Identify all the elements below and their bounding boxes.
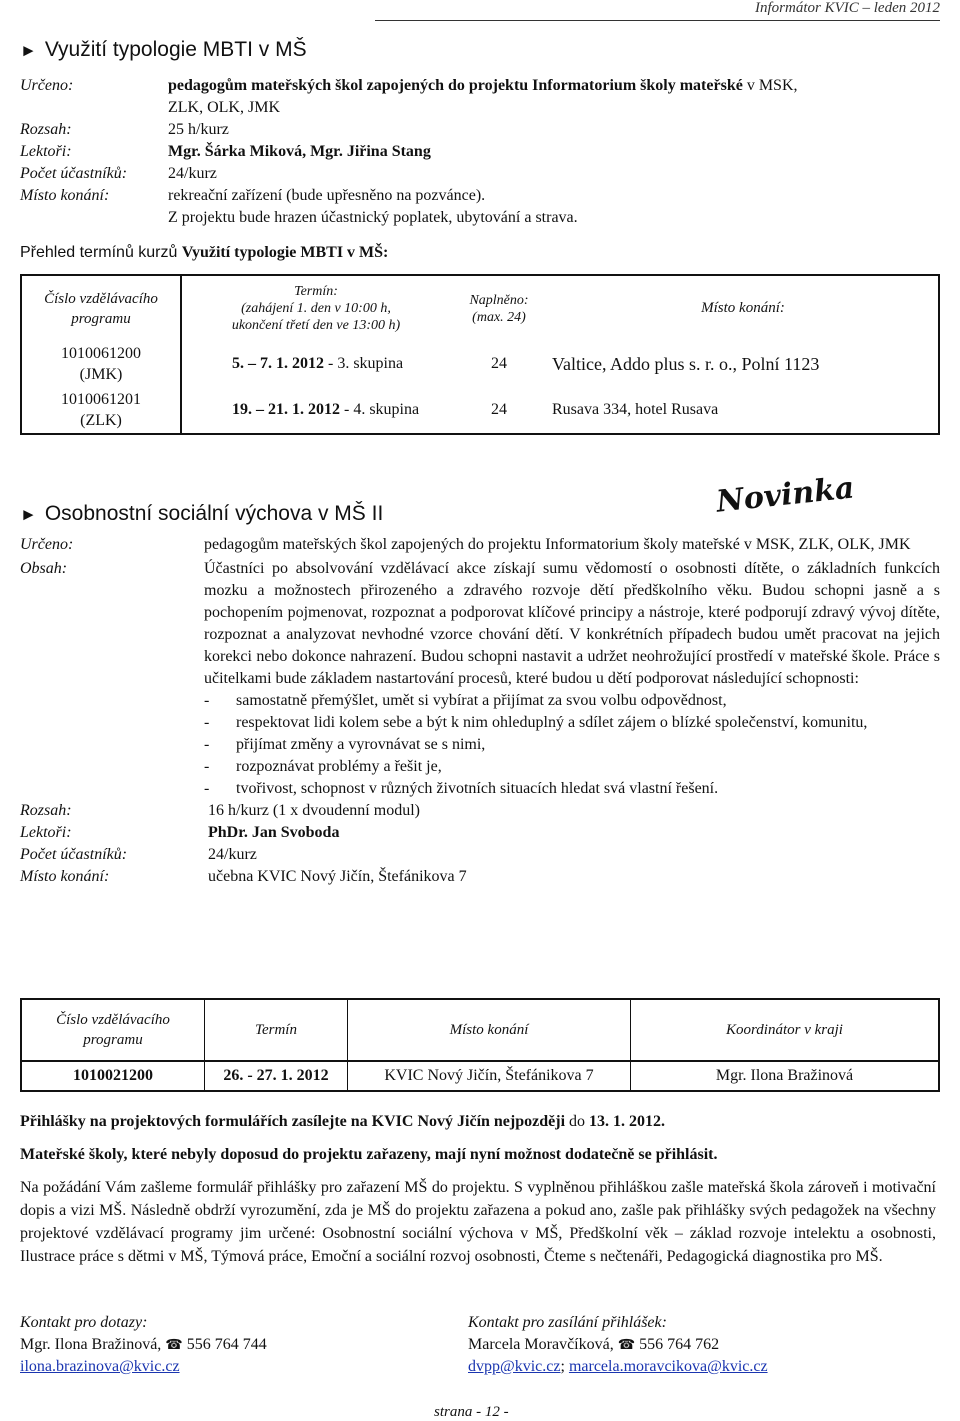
obsah-text: Účastníci po absolvování vzdělávací akce získají sumu vědomostí o osobnosti dítěte, o základních funkcích mozku a možnostech přirozeného a zdravého rozvoje dětí předškolního věku. Budou schopni jasně a s pochopením pojmenovat, rozpoznat a podporovat klíčové principy a nástroje, které podporují zdravý vývoj dítěte, rozpoznat a analyzovat nevhodné vzorce chování dětí. V konkrétních případech budou umět pracovat na jejich korekci nebo dokonce nahrazení. Budou schopni nastavit a udržet neohrožující prostředí v mateřské škole. Práce s učitelkami bude základem nastartování procesů, které budou u dětí podporovat následující schopnosti:	[204, 560, 940, 687]
note-deadline: Přihlášky na projektových formulářích zasílejte na KVIC Nový Jičín nejpozději do 13. 1. 2012.	[20, 1113, 666, 1130]
row1-misto: Valtice, Addo plus s. r. o., Polní 1123	[552, 353, 820, 374]
list-item: - rozpoznávat problémy a řešit je,	[204, 758, 442, 775]
misto-line2: Z projektu bude hrazen účastnický poplatek, ubytování a strava.	[168, 209, 578, 226]
contact-right-name: Marcela Moravčíková,	[468, 1336, 618, 1353]
svg-text:Novinka: Novinka	[714, 470, 856, 520]
rozsah2-label: Rozsah:	[20, 802, 72, 819]
th2-termin: Termín	[205, 999, 348, 1061]
th2-cislo: Číslo vzdělávacího programu	[21, 999, 205, 1061]
rozsah-label: Rozsah:	[20, 121, 72, 138]
row2-cislo: 1010061201 (ZLK)	[21, 387, 181, 434]
rozsah2-value: 16 h/kurz (1 x dvoudenní modul)	[208, 802, 420, 819]
rozsah-value: 25 h/kurz	[168, 121, 229, 138]
row1-naplneno: 24	[491, 355, 507, 372]
novinka-stamp	[712, 470, 856, 521]
row1-cislo: 1010061200 (JMK)	[21, 341, 181, 387]
contact-left-email[interactable]: ilona.brazinova@kvic.cz	[20, 1358, 180, 1375]
course2-title: Osobnostní sociální výchova v MŠ II	[44, 502, 384, 525]
contact-left-label: Kontakt pro dotazy:	[20, 1314, 148, 1331]
th-misto: Místo konání:	[701, 300, 785, 316]
urceno-label: Určeno:	[20, 77, 74, 94]
list-item: - samostatně přemýšlet, umět si vybírat a přijímat za svou volbu odpovědnost,	[204, 692, 727, 709]
th-cislo: Číslo vzdělávacího programu	[21, 275, 181, 341]
contact-applications: Kontakt pro zasílání přihlášek: Marcela Moravčíková, ☎ 556 764 762 dvpp@kvic.cz; marcela.moravcikova@kvic.cz	[468, 1314, 768, 1375]
bullet-list	[204, 690, 940, 800]
row-koord: Mgr. Ilona Bražinová	[715, 1067, 854, 1084]
course1-details	[20, 75, 940, 229]
misto-value: rekreační zařízení (bude upřesněno na pozvánce).	[168, 187, 486, 204]
misto2-value: učebna KVIC Nový Jičín, Štefánikova 7	[208, 868, 467, 885]
lektori-label: Lektoři:	[20, 143, 72, 160]
row2-misto: Rusava 334, hotel Rusava	[552, 401, 719, 418]
note-deadline-date: 13. 1. 2012.	[589, 1113, 666, 1130]
table-row	[21, 387, 939, 434]
urceno2-label: Určeno:	[20, 536, 74, 553]
course1-schedule-table	[20, 274, 940, 435]
lektori2-label: Lektoři:	[20, 824, 72, 841]
triangle-bullet-icon: ►	[20, 41, 37, 60]
contact-questions	[20, 1312, 267, 1378]
th2-misto: Místo konání	[348, 999, 631, 1061]
table-row	[21, 341, 939, 387]
note-procedure: Na požádání Vám zašleme formulář přihlášky pro zařazení MŠ do projektu. S vyplněnou přihláškou zašle mateřská škola zároveň i motivační dopis a vizi MŠ. Následně obdrží vyrozumění, zda je MŠ do projektu zařazena a pokud ano, zašle pak přihlášky svých pedagožek na všechny projektové vzdělávací programy jim určené: Osobnostní sociální výchova v MŠ, Předškolní věk – základ rozvoje intelektu a osobnosti, Ilustrace práce s dětmi v MŠ, Týmová práce, Emoční a sociální rozvoj osobnosti, Čteme s nečtenáři, Pedagogická diagnostika pro MŠ.	[20, 1179, 936, 1265]
contact-right-email1[interactable]: dvpp@kvic.cz	[468, 1358, 561, 1375]
obsah-label: Obsah:	[20, 560, 68, 577]
course2-schedule-table	[20, 998, 940, 1092]
triangle-bullet-icon: ►	[20, 505, 37, 524]
page-header: Informátor KVIC – leden 2012	[755, 0, 940, 16]
row-cislo: 1010021200	[21, 1061, 205, 1091]
lektori-value: Mgr. Šárka Miková, Mgr. Jiřina Stang	[168, 143, 431, 160]
overview-prefix: Přehled termínů kurzů	[20, 244, 182, 261]
page-number: strana - 12 -	[434, 1404, 509, 1420]
list-item: - přijímat změny a vyrovnávat se s nimi,	[204, 736, 486, 753]
row2-termin: 19. – 21. 1. 2012 - 4. skupina	[232, 401, 420, 418]
urceno2-value: pedagogům mateřských škol zapojených do projektu Informatorium školy mateřské v MSK, ZLK, OLK, JMK	[204, 536, 911, 553]
note-deadline-text: Přihlášky na projektových formulářích zasílejte na KVIC Nový Jičín nejpozději	[20, 1113, 566, 1130]
pocet-value: 24/kurz	[168, 165, 217, 182]
overview-heading	[20, 244, 388, 262]
course2-title-row	[20, 502, 383, 526]
phone-icon: ☎	[617, 1337, 636, 1353]
course1-title-row	[20, 38, 307, 62]
list-item: - tvořivost, schopnost v různých životních situacích hledat svá vlastní řešení.	[204, 780, 719, 797]
row-misto: KVIC Nový Jičín, Štefánikova 7	[348, 1061, 631, 1091]
urceno-tail: v MSK,	[742, 77, 798, 94]
urceno-value: pedagogům mateřských škol zapojených do projektu Informatorium školy mateřské	[168, 77, 743, 94]
header-rule	[375, 20, 940, 21]
row2-naplneno: 24	[491, 401, 507, 418]
th-termin: Termín: (zahájení 1. den v 10:00 h, ukončení třetí den ve 13:00 h)	[231, 284, 401, 333]
row-termin: 26. - 27. 1. 2012	[205, 1061, 348, 1091]
note-additional: Mateřské školy, které nebyly doposud do projektu zařazeny, mají nyní možnost dodatečně se přihlásit.	[20, 1146, 718, 1163]
table-row	[21, 1061, 939, 1091]
misto2-label: Místo konání:	[20, 868, 110, 885]
overview-bold: Využití typologie MBTI v MŠ:	[181, 244, 389, 261]
contact-right-phone: 556 764 762	[639, 1336, 720, 1353]
misto-label: Místo konání:	[20, 187, 110, 204]
contact-left-phone: 556 764 744	[186, 1336, 267, 1353]
pocet2-label: Počet účastníků:	[20, 846, 128, 863]
lektori2-value: PhDr. Jan Svoboda	[208, 824, 340, 841]
course1-title: Využití typologie MBTI v MŠ	[44, 38, 307, 61]
list-item: - respektovat lidi kolem sebe a být k nim ohleduplný a sdílet zájem o blízké společenství, komunitu,	[204, 714, 868, 731]
contact-right-label: Kontakt pro zasílání přihlášek:	[468, 1314, 667, 1331]
novinka-handwritten-icon	[712, 470, 856, 520]
pocet2-value: 24/kurz	[208, 846, 257, 863]
urceno-line2: ZLK, OLK, JMK	[168, 99, 280, 116]
pocet-label: Počet účastníků:	[20, 165, 128, 182]
row1-termin: 5. – 7. 1. 2012 - 3. skupina	[232, 355, 404, 372]
contact-right-email2[interactable]: marcela.moravcikova@kvic.cz	[568, 1358, 768, 1375]
phone-icon: ☎	[165, 1337, 183, 1353]
contact-left-name: Mgr. Ilona Bražinová,	[20, 1336, 166, 1353]
course2-details	[20, 534, 940, 888]
th2-koord: Koordinátor v kraji	[631, 999, 940, 1061]
th-naplneno: Naplněno: (max. 24)	[469, 292, 529, 325]
